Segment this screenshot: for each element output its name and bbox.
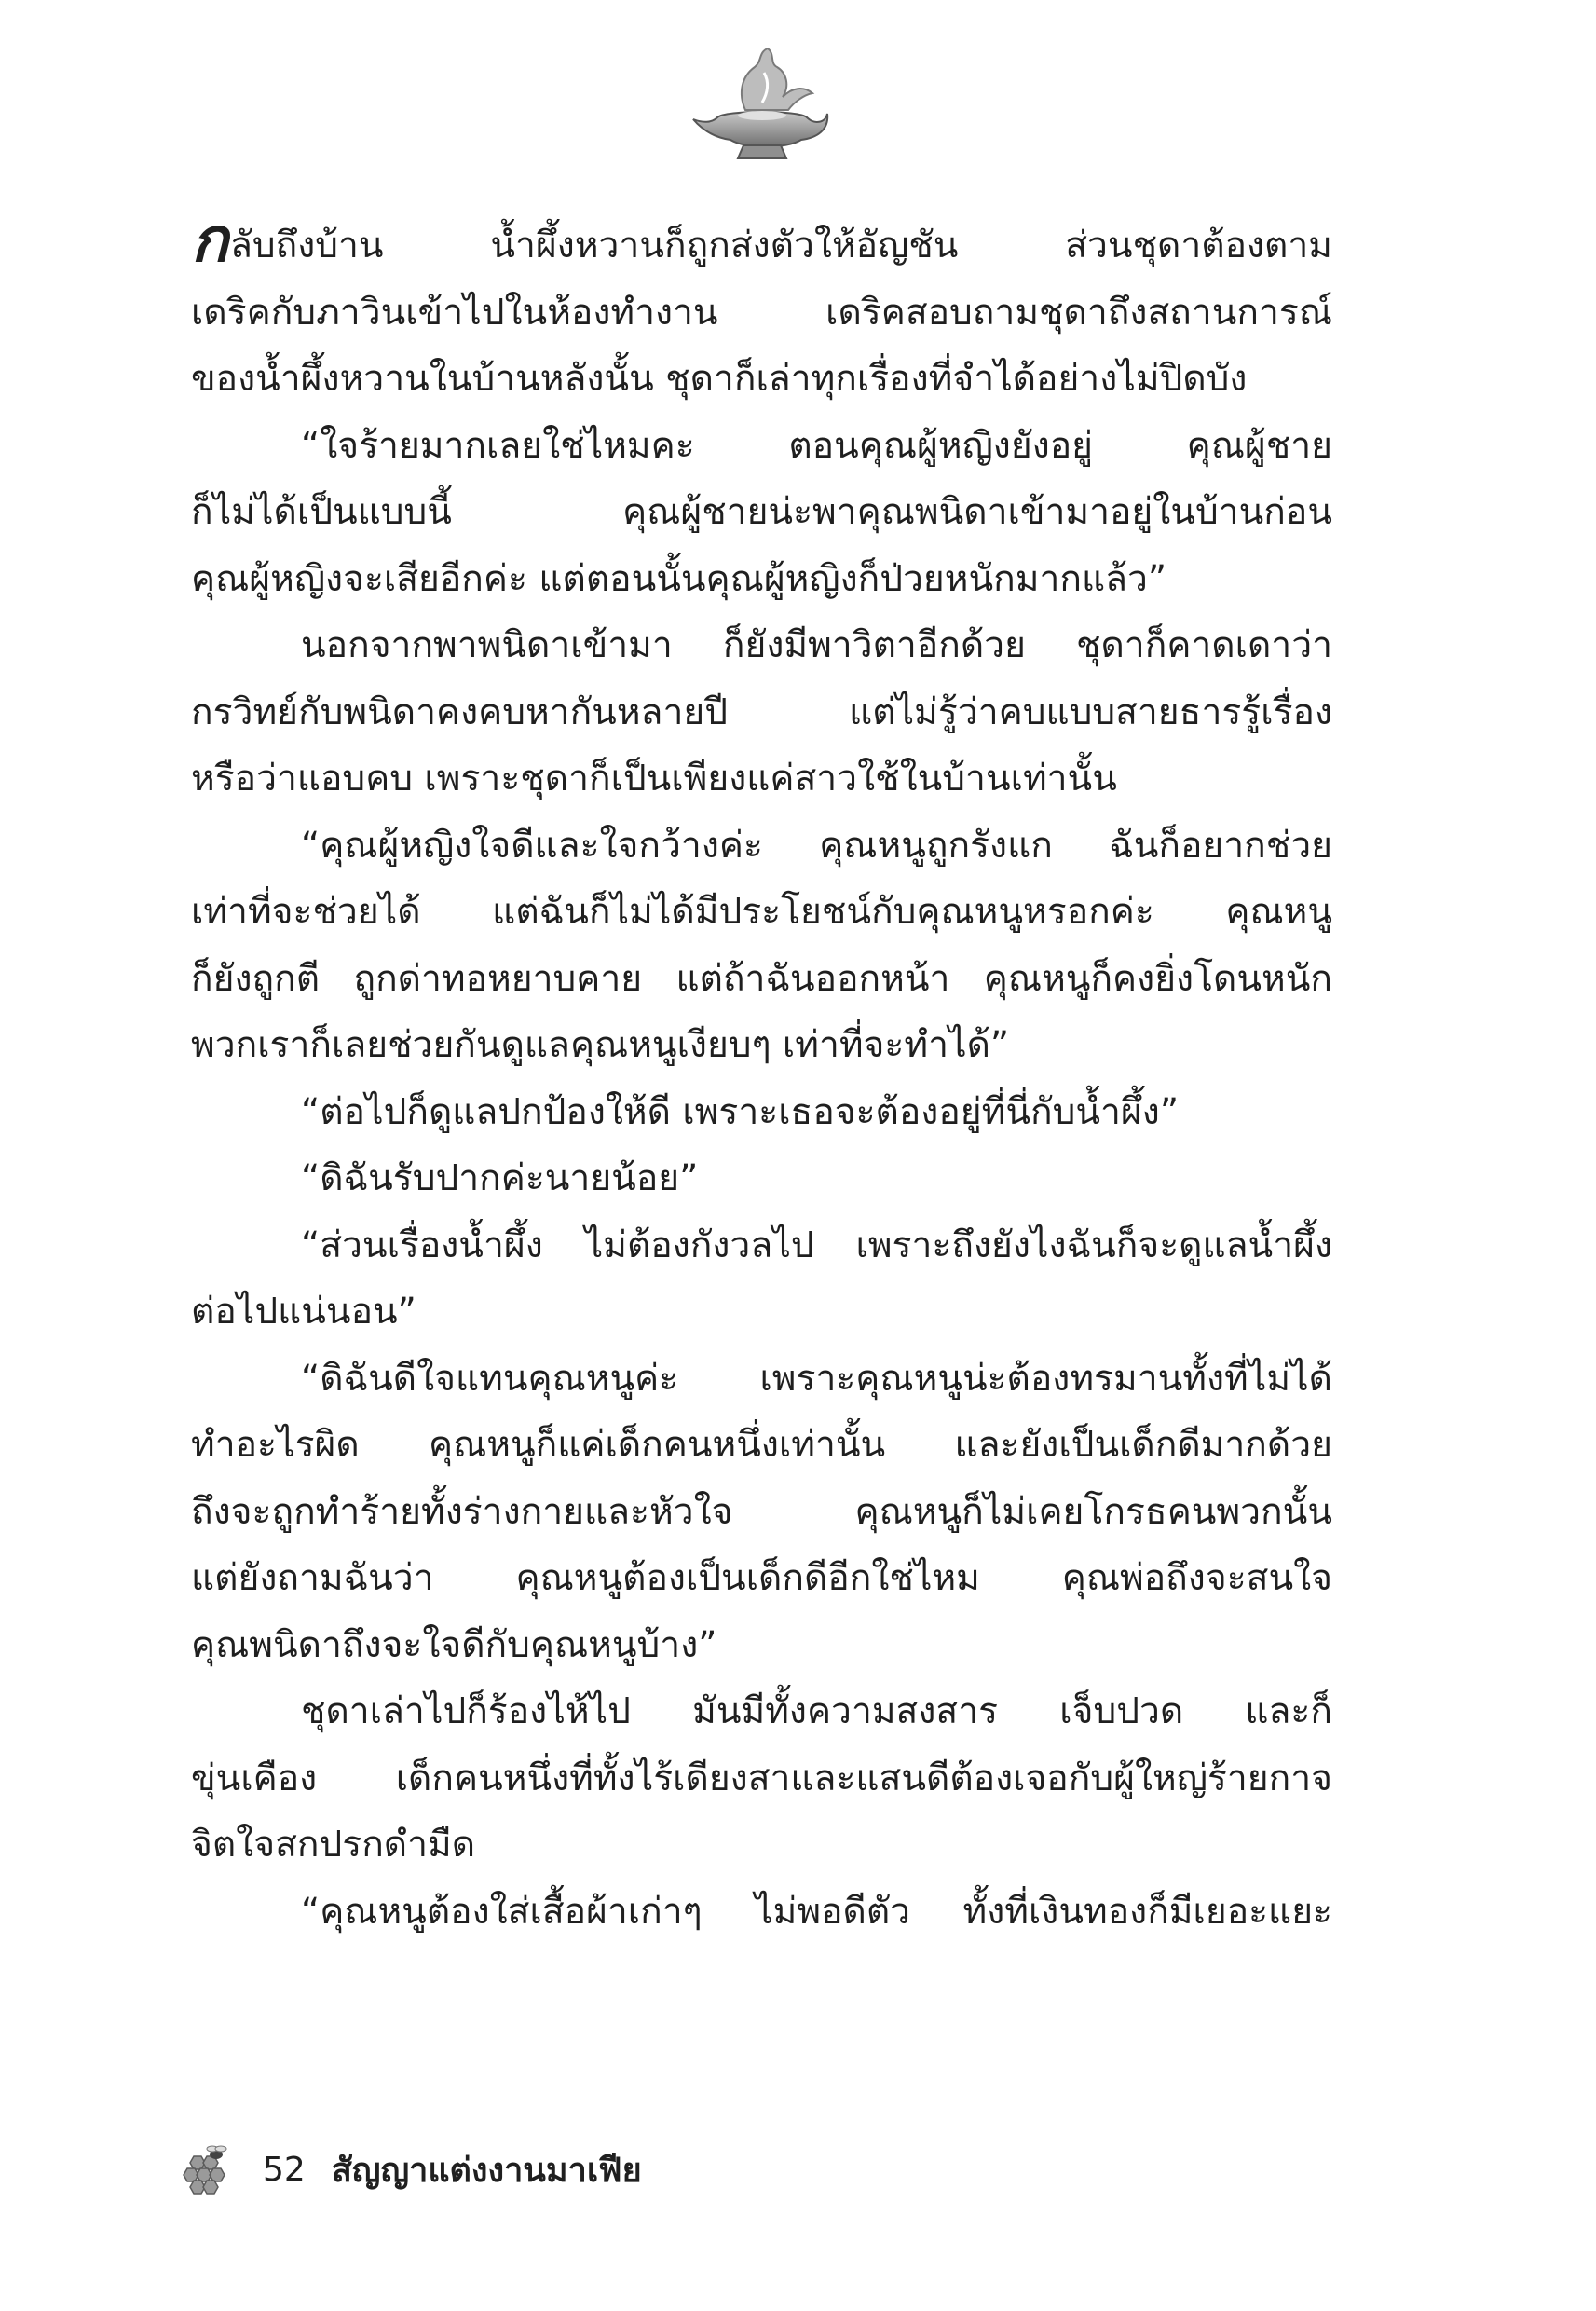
text-line-content: คุณผู้หญิงจะเสียอีกค่ะ แต่ตอนนั้นคุณผู้หญิงก็ป่วยหนักมากแล้ว” [191,557,1167,600]
text-line-content: “ดิฉันรับปากค่ะนายน้อย” [301,1157,699,1199]
text-line-content: เท่าที่จะช่วยได้ แต่ฉันก็ไม่ได้มีประโยชน์กับคุณหนูหรอกค่ะ คุณหนู [191,891,1332,933]
text-line-content: “ใจร้ายมากเลยใช่ไหมคะ ตอนคุณผู้หญิงยังอยู่ คุณผู้ชาย [301,424,1332,467]
text-line [191,212,1332,280]
text-line [191,745,1332,813]
text-line-content: ต่อไปแน่นอน” [191,1291,416,1333]
text-line [191,1545,1332,1612]
text-line [191,546,1332,613]
text-line [191,413,1332,480]
text-line [191,346,1332,413]
text-line-content: นอกจากพาพนิดาเข้ามา ก็ยังมีพาวิตาอีกด้วย ชุดาก็คาดเดาว่า [301,624,1332,666]
page-footer [179,2141,642,2197]
text-line [191,479,1332,546]
body-text [191,212,1332,1945]
book-title: สัญญาแต่งงานมาเฟีย [331,2151,642,2190]
text-line-content: “ส่วนเรื่องน้ำผึ้ง ไม่ต้องกังวลไป เพราะถึงยังไงฉันก็จะดูแลน้ำผึ้ง [301,1224,1332,1266]
text-line [191,1479,1332,1546]
text-line [191,1412,1332,1479]
text-line [191,612,1332,679]
text-line-content: กรวิทย์กับพนิดาคงคบหากันหลายปี แต่ไม่รู้ว่าคบแบบสายธารรู้เรื่อง [191,691,1332,733]
text-line [191,1678,1332,1745]
text-line-content: ก็ยังถูกตี ถูกด่าทอหยาบคาย แต่ถ้าฉันออกหน้า คุณหนูก็คงยิ่งโดนหนัก [191,957,1332,1000]
text-line [191,879,1332,946]
text-line [191,1079,1332,1146]
text-line [191,1745,1332,1812]
text-line-content: ทำอะไรผิด คุณหนูก็แค่เด็กคนหนึ่งเท่านั้น และยังเป็นเด็กดีมากด้วย [191,1424,1332,1466]
text-line-content: หรือว่าแอบคบ เพราะชุดาก็เป็นเพียงแค่สาวใช้ในบ้านเท่านั้น [191,758,1117,800]
text-line [191,1012,1332,1079]
text-line-content: จิตใจสกปรกดำมืด [191,1824,476,1866]
text-line-content: “ต่อไปก็ดูแลปกป้องให้ดี เพราะเธอจะต้องอยู่ที่นี่กับน้ำผึ้ง” [301,1090,1180,1133]
text-line [191,813,1332,880]
text-line-content: แต่ยังถามฉันว่า คุณหนูต้องเป็นเด็กดีอีกใช่ไหม คุณพ่อถึงจะสนใจ [191,1557,1332,1599]
text-line [191,1145,1332,1212]
text-line-content: “คุณหนูต้องใส่เสื้อผ้าเก่าๆ ไม่พอดีตัว ทั้งที่เงินทองก็มีเยอะแยะ [301,1890,1332,1933]
text-line [191,1212,1332,1279]
text-line [191,1812,1332,1879]
text-line-content: พวกเราก็เลยช่วยกันดูแลคุณหนูเงียบๆ เท่าที่จะทำได้” [191,1024,1010,1066]
text-line-content: “ดิฉันดีใจแทนคุณหนูค่ะ เพราะคุณหนูน่ะต้องทรมานทั้งที่ไม่ได้ [301,1357,1332,1400]
text-line [191,1879,1332,1946]
text-line-content: ก็ไม่ได้เป็นแบบนี้ คุณผู้ชายน่ะพาคุณพนิดาเข้ามาอยู่ในบ้านก่อน [191,491,1332,533]
text-line-content: ชุดาเล่าไปก็ร้องไห้ไป มันมีทั้งความสงสาร เจ็บปวด และก็ [301,1690,1332,1732]
text-line-content: คุณพนิดาถึงจะใจดีกับคุณหนูบ้าง” [191,1623,717,1666]
text-line-content: ขุ่นเคือง เด็กคนหนึ่งที่ทั้งไร้เดียงสาและแสนดีต้องเจอกับผู้ใหญ่ร้ายกาจ [191,1757,1332,1799]
text-line [191,280,1332,347]
honeycomb-bee-icon [179,2143,231,2195]
text-line-content: เดริคกับภาวินเข้าไปในห้องทำงาน เดริคสอบถามชุดาถึงสถานการณ์ [191,291,1332,334]
text-line-content: ลับถึงบ้าน น้ำผึ้งหวานก็ถูกส่งตัวให้อัญชัน ส่วนชุดาต้องตาม [229,225,1332,267]
page-number: 52 [263,2150,306,2189]
text-line [191,946,1332,1013]
text-line [191,1346,1332,1413]
text-line [191,1612,1332,1679]
text-line-content: “คุณผู้หญิงใจดีและใจกว้างค่ะ คุณหนูถูกรังแก ฉันก็อยากช่วย [301,824,1332,867]
text-line [191,679,1332,746]
genie-lamp-ornament-icon [689,45,829,166]
text-line [191,1279,1332,1346]
text-line-content: ถึงจะถูกทำร้ายทั้งร่างกายและหัวใจ คุณหนูก็ไม่เคยโกรธคนพวกนั้น [191,1490,1332,1533]
text-line-content: ของน้ำผึ้งหวานในบ้านหลังนั้น ชุดาก็เล่าทุกเรื่องที่จำได้อย่างไม่ปิดบัง [191,358,1248,400]
drop-cap: ก [191,212,228,276]
